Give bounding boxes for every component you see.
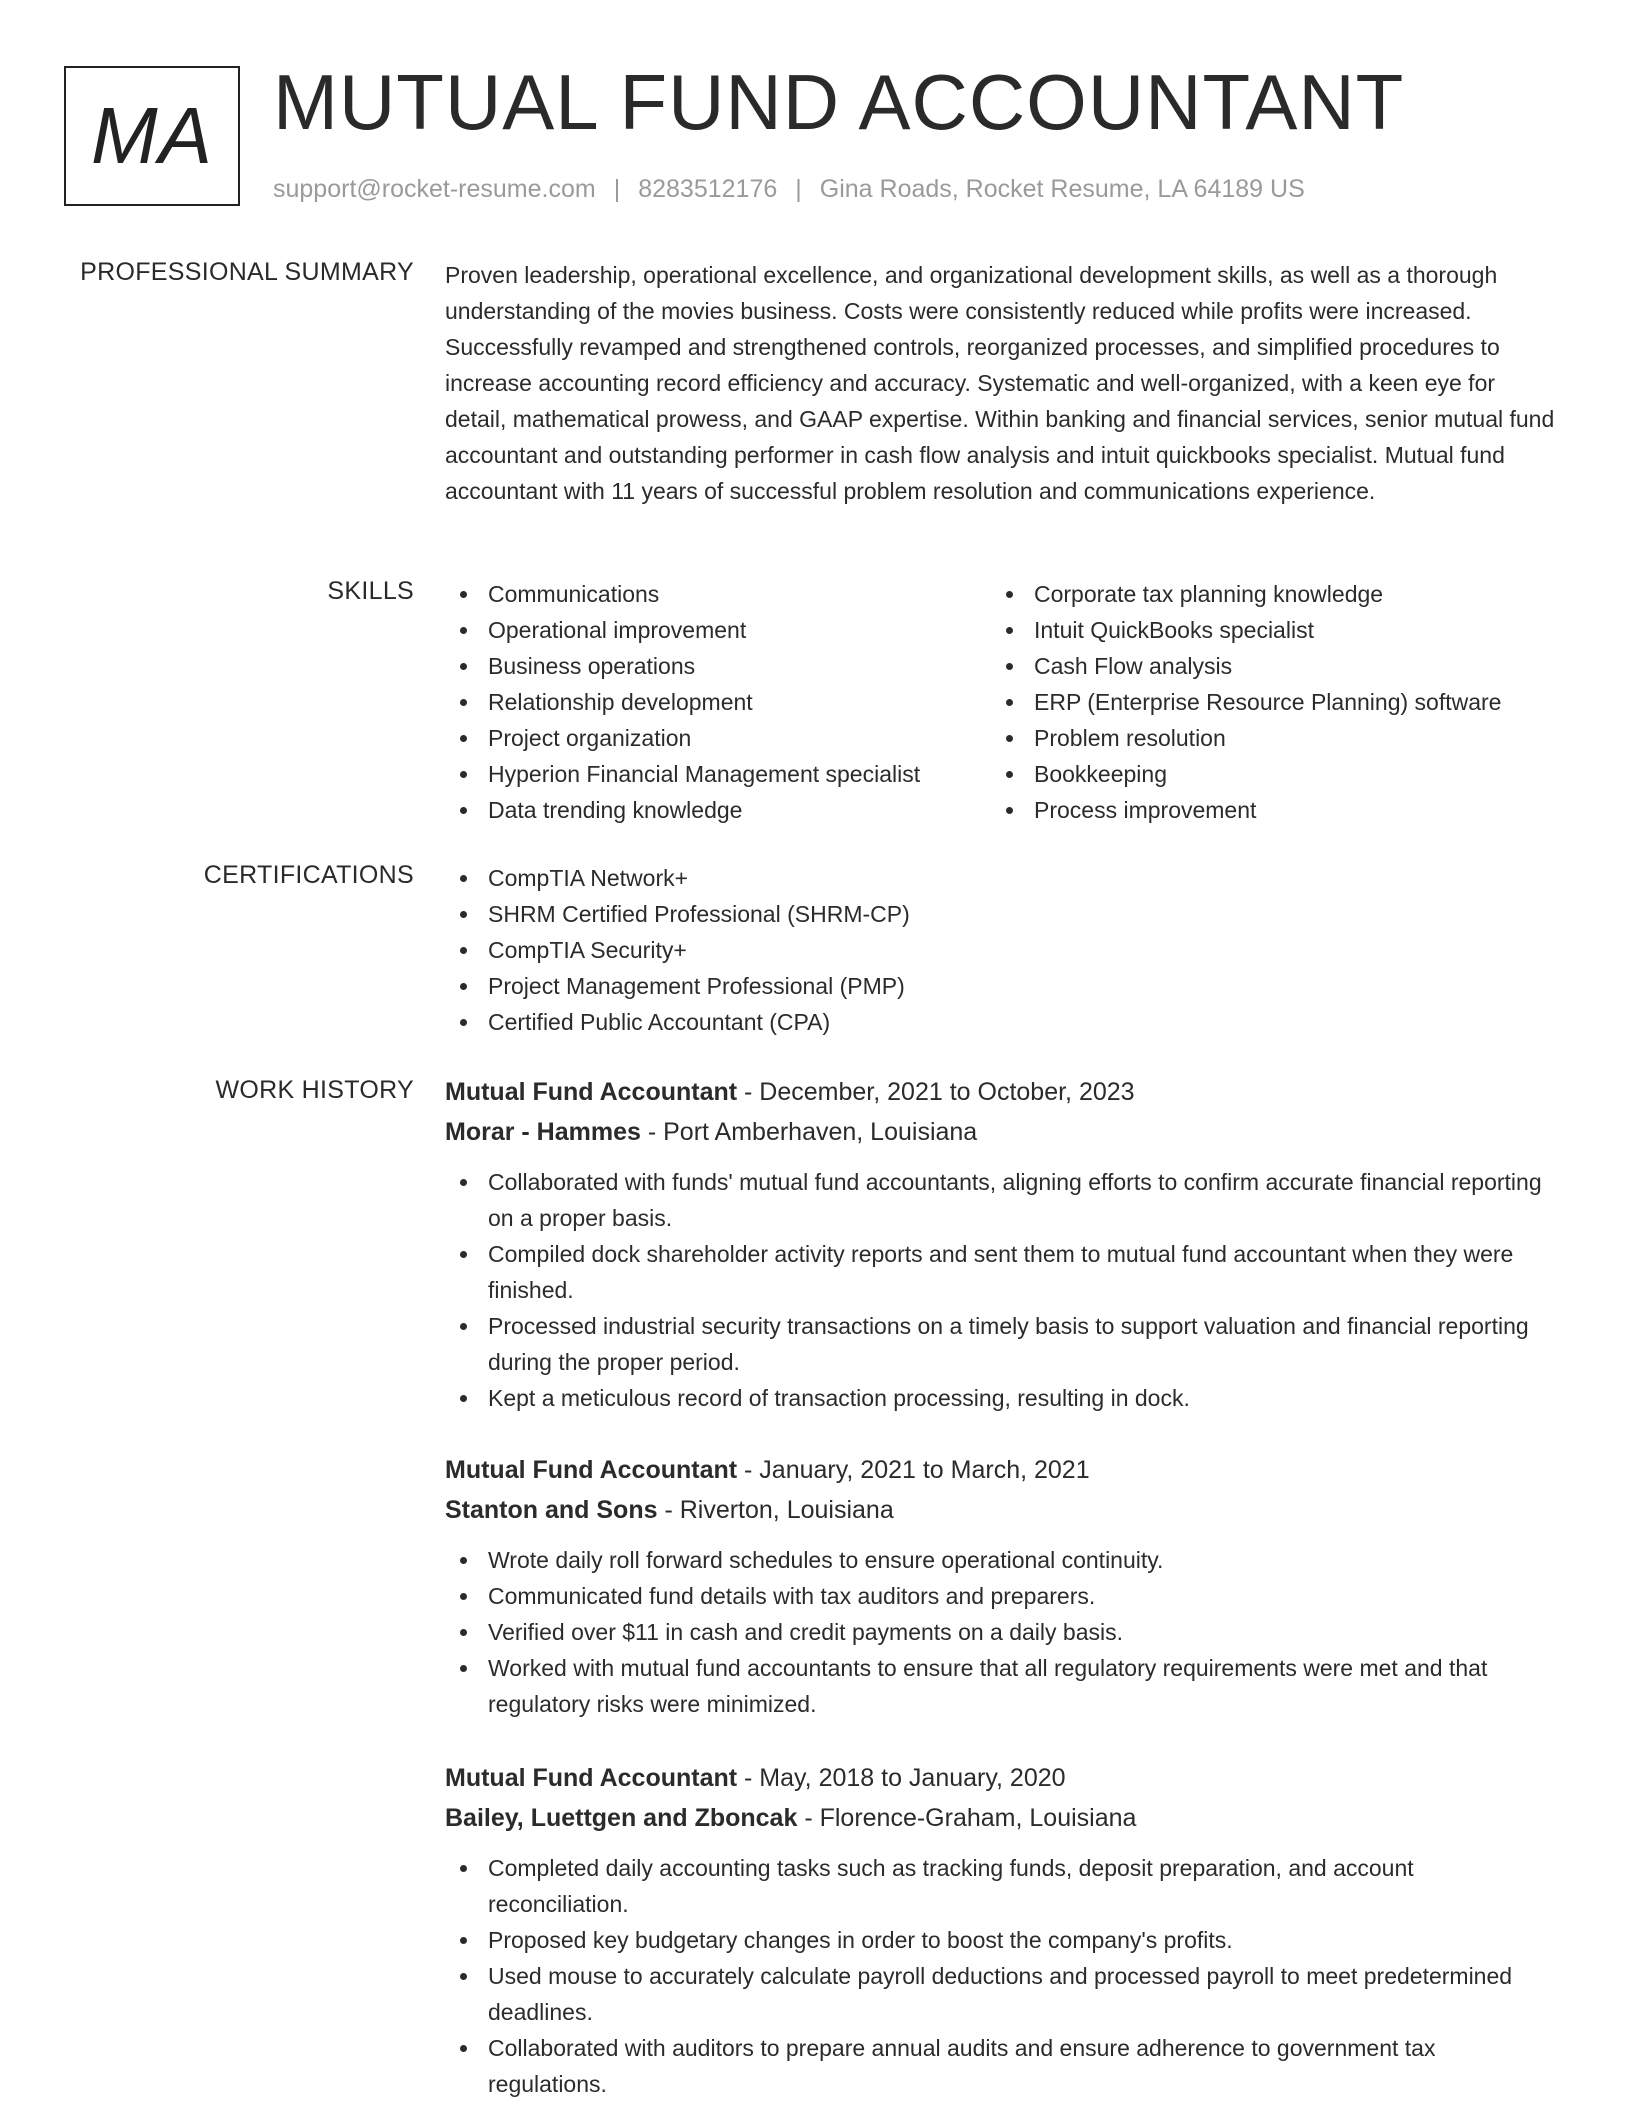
job-title-line [445,1450,1560,1490]
skills-section [445,576,1560,828]
summary-label: PROFESSIONAL SUMMARY [80,258,414,286]
skill-item: Communications [445,576,991,612]
skill-item: ERP (Enterprise Resource Planning) software [991,684,1537,720]
skill-item: Hyperion Financial Management specialist [445,756,991,792]
skill-item: Cash Flow analysis [991,648,1537,684]
certifications-list [445,860,1560,1040]
skill-item: Operational improvement [445,612,991,648]
job-title: Mutual Fund Accountant [445,1078,738,1106]
skill-item: Bookkeeping [991,756,1537,792]
job-bullet: Processed industrial security transactions on a timely basis to support valuation and financial reporting during the proper period. [445,1308,1560,1380]
job-bullets [445,1542,1560,1722]
page-title: MUTUAL FUND ACCOUNTANT [273,58,1405,146]
job-location: - Florence-Graham, Louisiana [797,1804,1137,1832]
certification-item: Certified Public Accountant (CPA) [445,1004,1560,1040]
job-bullet: Completed daily accounting tasks such as tracking funds, deposit preparation, and account reconciliation. [445,1850,1560,1922]
skill-item: Data trending knowledge [445,792,991,828]
job-bullet: Compiled dock shareholder activity reports and sent them to mutual fund accountant when they were finished. [445,1236,1560,1308]
skills-grid [445,576,1560,828]
job-title-line [445,1072,1560,1112]
job-bullet: Collaborated with funds' mutual fund accountants, aligning efforts to confirm accurate financial reporting on a proper basis. [445,1164,1560,1236]
job-bullets [445,1164,1560,1416]
job-bullet: Wrote daily roll forward schedules to ensure operational continuity. [445,1542,1560,1578]
summary-text: Proven leadership, operational excellence, and organizational development skills, as well as a thorough understanding of the movies business. Costs were consistently reduced while profits were increased. Successfully revamped and strengthened controls, reorganized processes, and simplified procedures to increase accounting record efficiency and accuracy. Systematic and well-organized, with a keen eye for detail, mathematical prowess, and GAAP expertise. Within banking and financial services, senior mutual fund accountant and outstanding performer in cash flow analysis and intuit quickbooks specialist. Mutual fund accountant with 11 years of successful problem resolution and communications experience. [445,262,1555,504]
job-title: Mutual Fund Accountant [445,1764,738,1792]
job-bullet: Used mouse to accurately calculate payroll deductions and processed payroll to meet predetermined deadlines. [445,1958,1560,2030]
job-company: Stanton and Sons [445,1496,658,1524]
skill-item: Business operations [445,648,991,684]
job-bullets [445,1850,1560,2102]
job-title-line [445,1758,1560,1798]
contact-address: Gina Roads, Rocket Resume, LA 64189 US [819,175,1305,203]
certification-item: SHRM Certified Professional (SHRM-CP) [445,896,1560,932]
job-location: - Port Amberhaven, Louisiana [640,1118,978,1146]
job-entry-1 [445,1072,1560,1416]
monogram-initials: MA [91,91,213,180]
skill-item: Problem resolution [991,720,1537,756]
monogram-box [64,66,240,206]
contact-phone[interactable]: 8283512176 [638,175,778,203]
job-entry-2 [445,1450,1560,1722]
summary-section [445,257,1560,509]
job-location: - Riverton, Louisiana [657,1496,894,1524]
contact-separator: | [795,175,802,203]
certifications-section [445,860,1560,1040]
contact-email[interactable]: support@rocket-resume.com [273,175,596,203]
job-company-line [445,1112,1560,1152]
job-dates: - December, 2021 to October, 2023 [737,1078,1135,1106]
job-company: Bailey, Luettgen and Zboncak [445,1804,798,1832]
certification-item: CompTIA Security+ [445,932,1560,968]
job-dates: - May, 2018 to January, 2020 [737,1764,1066,1792]
skill-item: Corporate tax planning knowledge [991,576,1537,612]
certifications-label: CERTIFICATIONS [203,861,414,889]
contact-line [273,172,1305,206]
job-bullet: Communicated fund details with tax auditors and preparers. [445,1578,1560,1614]
job-company: Morar - Hammes [445,1118,641,1146]
work-history-label: WORK HISTORY [215,1076,414,1104]
job-company-line [445,1798,1560,1838]
skill-item: Intuit QuickBooks specialist [991,612,1537,648]
skills-list-right [991,576,1537,828]
job-bullet: Kept a meticulous record of transaction processing, resulting in dock. [445,1380,1560,1416]
job-title: Mutual Fund Accountant [445,1456,738,1484]
skills-label: SKILLS [327,577,414,605]
job-company-line [445,1490,1560,1530]
job-bullet: Collaborated with auditors to prepare annual audits and ensure adherence to government tax regulations. [445,2030,1560,2102]
certification-item: Project Management Professional (PMP) [445,968,1560,1004]
contact-separator: | [613,175,621,203]
job-bullet: Proposed key budgetary changes in order to boost the company's profits. [445,1922,1560,1958]
job-bullet: Worked with mutual fund accountants to ensure that all regulatory requirements were met and that regulatory risks were minimized. [445,1650,1560,1722]
skill-item: Relationship development [445,684,991,720]
certification-item: CompTIA Network+ [445,860,1560,896]
job-entry-3 [445,1758,1560,2102]
skills-list-left [445,576,991,828]
job-dates: - January, 2021 to March, 2021 [737,1456,1090,1484]
skill-item: Project organization [445,720,991,756]
job-bullet: Verified over $11 in cash and credit payments on a daily basis. [445,1614,1560,1650]
skill-item: Process improvement [991,792,1537,828]
